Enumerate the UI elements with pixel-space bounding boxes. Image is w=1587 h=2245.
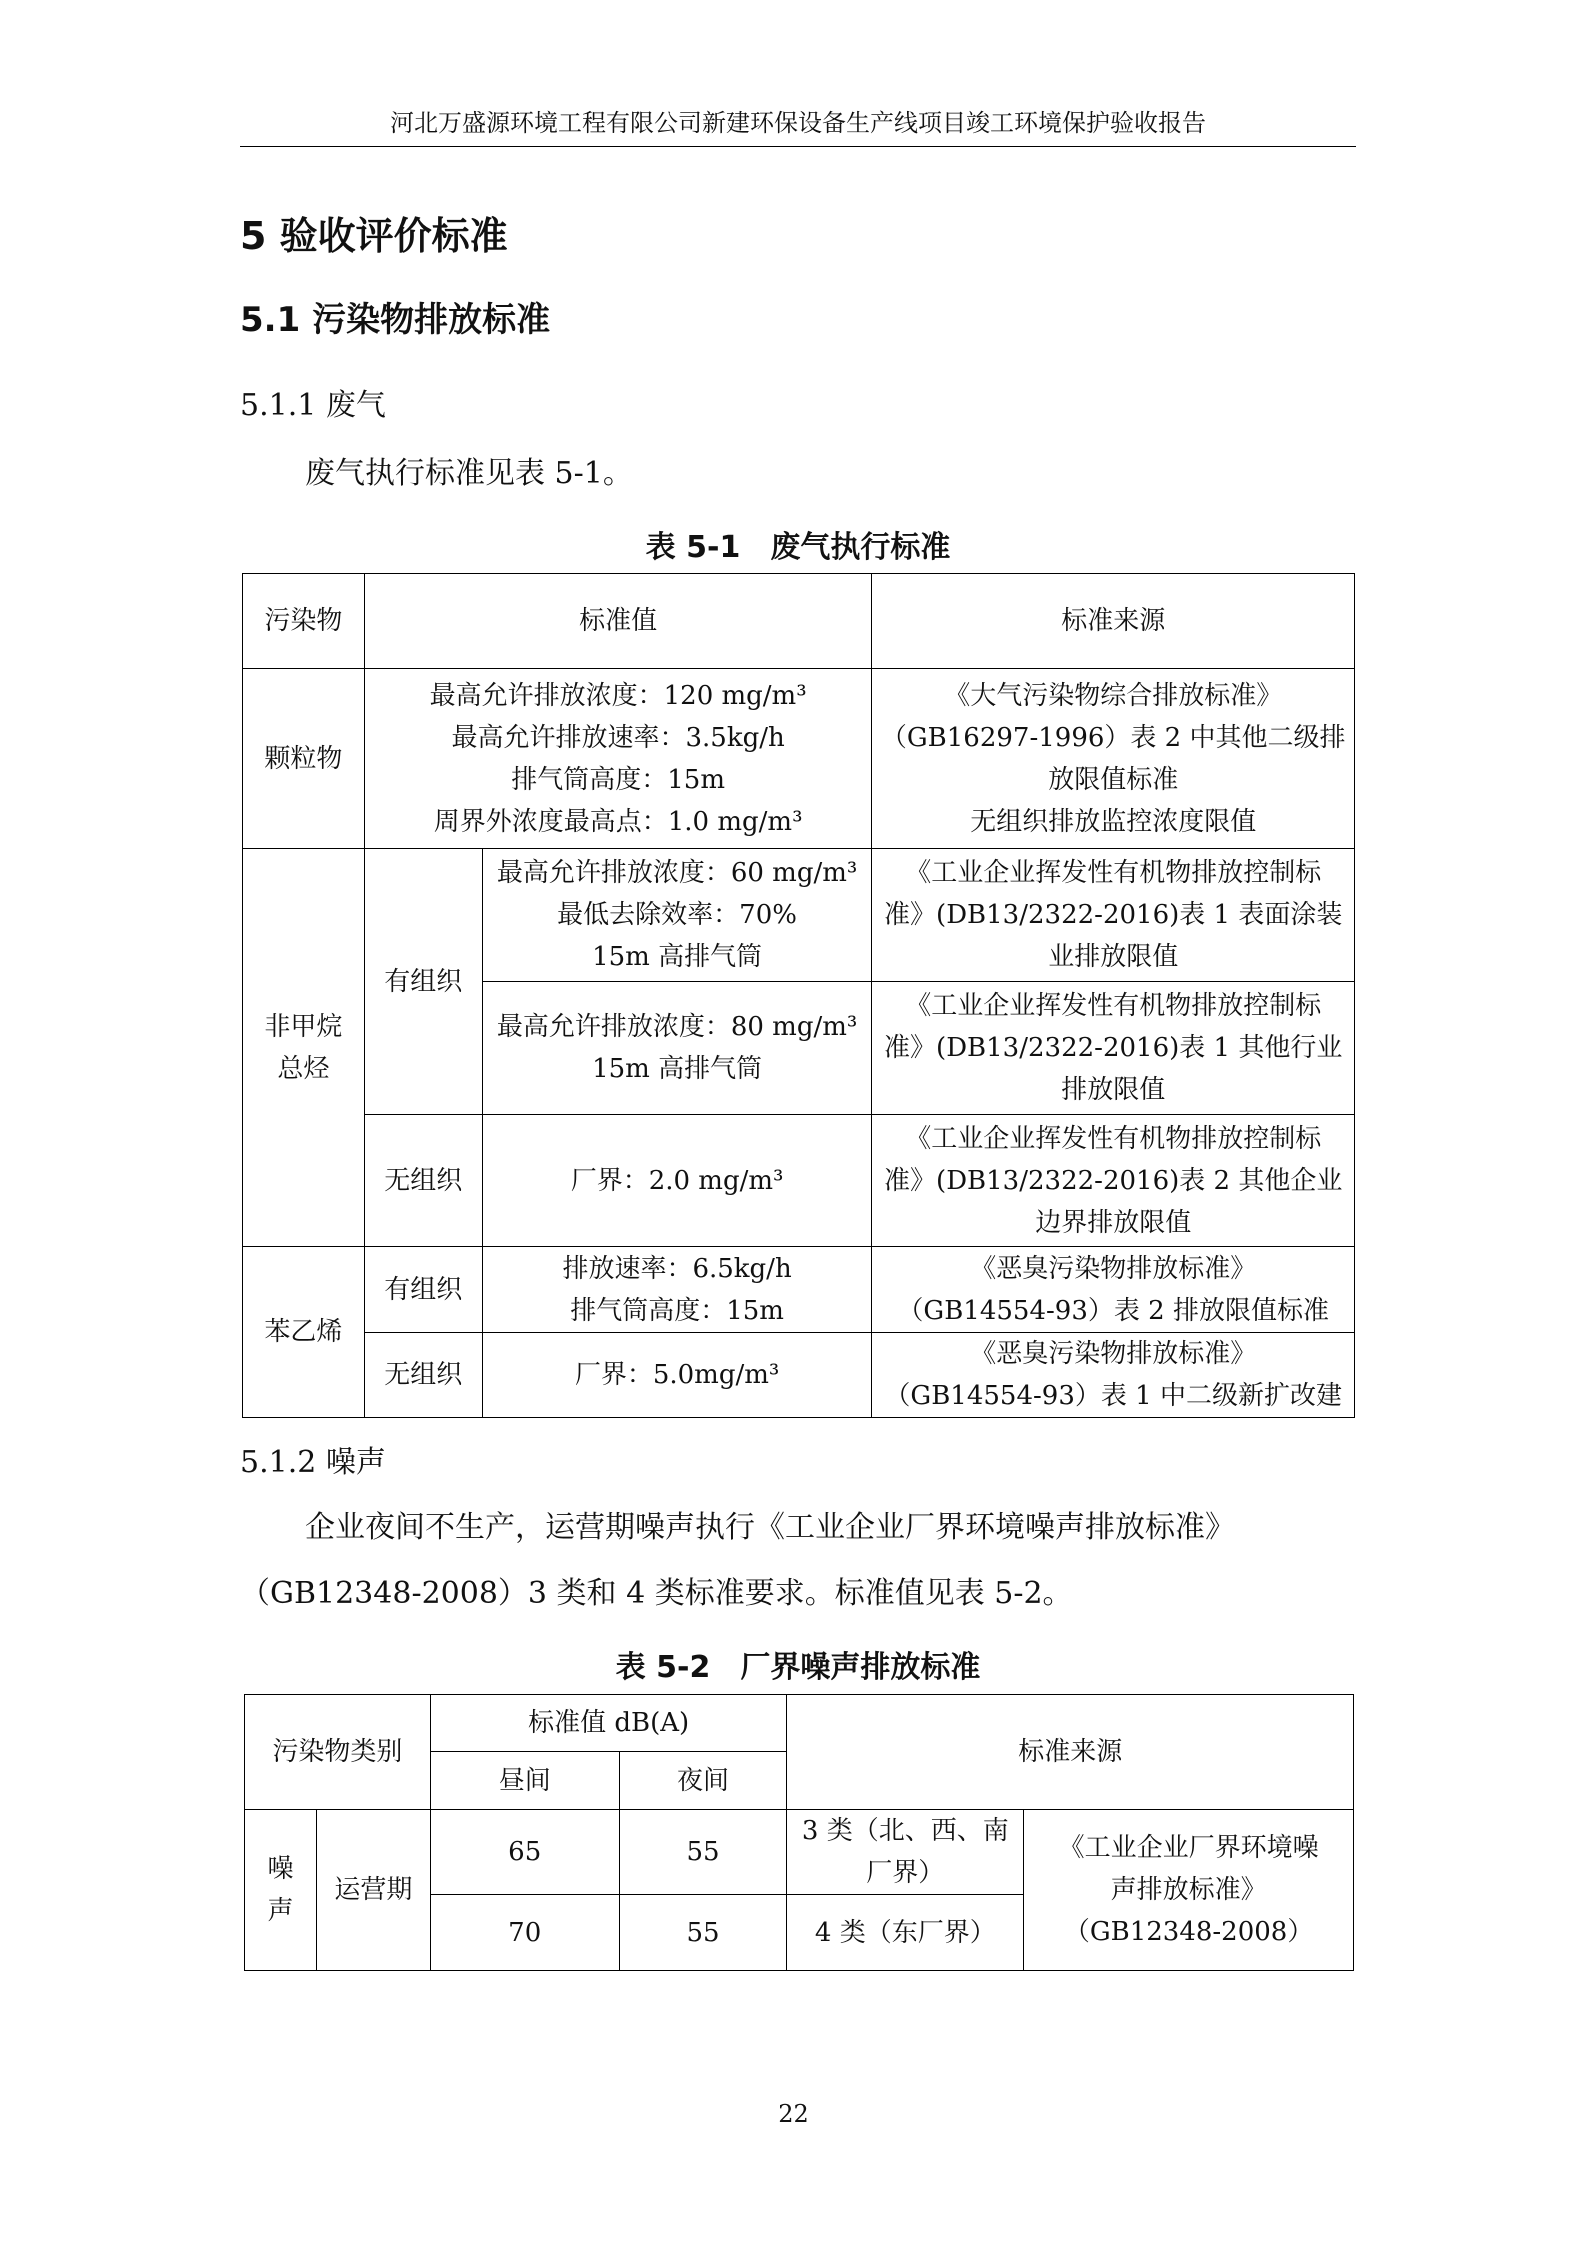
header-standard-source: 标准来源 [787,1695,1354,1810]
source-line: 声排放标准》 [1110,1875,1267,1905]
standard-value-cell: 厂界：2.0 mg/m³ [482,1115,872,1247]
source-line: 排放限值 [1061,1075,1166,1105]
value-line: 15m 高排气筒 [592,942,763,972]
emission-type-organized: 有组织 [364,1247,482,1333]
emission-type-organized: 有组织 [364,849,482,1115]
source-line: 《工业企业挥发性有机物排放控制标 [905,1123,1322,1154]
emission-type-unorganized: 无组织 [364,1333,482,1418]
standard-value-cell [482,1247,872,1333]
heading-noise: 5.1.2 噪声 [240,1445,386,1480]
standard-value-cell [482,982,872,1115]
value-line: 排气筒高度：15m [570,1295,784,1326]
night-value: 55 [619,1895,787,1971]
value-line: 周界外浓度最高点：1.0 mg/m³ [433,806,803,837]
table-row [243,1115,1355,1247]
section-title: 5 验收评价标准 [240,214,508,258]
value-line: 排气筒高度：15m [511,764,725,795]
pollutant-particulate: 颗粒物 [243,669,365,849]
zone-class [787,1810,1024,1895]
header-daytime: 昼间 [430,1752,619,1810]
value-line: 最高允许排放速率：3.5kg/h [451,722,785,753]
source-line: 放限值标准 [1048,764,1179,795]
value-line: 15m 高排气筒 [592,1054,763,1084]
value-line: 最高允许排放浓度：120 mg/m³ [429,680,807,711]
source-line: 《大气污染物综合排放标准》 [944,680,1283,711]
standard-source-cell [1024,1810,1354,1971]
day-value: 70 [430,1895,619,1971]
table-row [243,1247,1355,1333]
table1-caption: 表 5-1 废气执行标准 [645,530,951,565]
source-line: （GB14554-93）表 1 中二级新扩改建 [884,1381,1342,1411]
source-line: 无组织排放监控浓度限值 [970,806,1257,837]
source-line: 业排放限值 [1048,942,1179,972]
header-standard-value: 标准值 [364,574,872,669]
standard-source-cell [872,849,1355,982]
standard-source-cell [872,982,1355,1115]
standard-value-cell: 厂界：5.0mg/m³ [482,1333,872,1418]
category-line: 声 [267,1896,294,1926]
noise-table [244,1694,1354,1971]
waste-gas-table [242,573,1355,1418]
table-row [245,1810,1354,1895]
table-row [243,1333,1355,1418]
source-line: 准》(DB13/2322-2016)表 1 其他行业 [884,1033,1343,1063]
class-line: 厂界） [866,1858,945,1888]
class-line: 3 类（北、西、南 [801,1816,1009,1846]
header-pollutant: 污染物 [243,574,365,669]
table-row [243,669,1355,849]
zone-class: 4 类（东厂界） [787,1895,1024,1971]
pollutant-line: 非甲烷 [264,1011,343,1042]
emission-type-unorganized: 无组织 [364,1115,482,1247]
standard-source-cell [872,669,1355,849]
standard-source-cell [872,1247,1355,1333]
value-line: 最高允许排放浓度：80 mg/m³ [496,1012,858,1042]
heading-waste-gas: 5.1.1 废气 [240,388,386,423]
operation-period: 运营期 [316,1810,430,1971]
header-nighttime: 夜间 [619,1752,787,1810]
category-line: 噪 [267,1854,294,1884]
header-standard-value: 标准值 dB(A) [430,1695,787,1752]
header-pollutant-category: 污染物类别 [245,1695,431,1810]
header-standard-source: 标准来源 [872,574,1355,669]
pollutant-line: 总烃 [277,1053,330,1084]
value-line: 排放速率：6.5kg/h [562,1253,792,1284]
subsection-title: 5.1 污染物排放标准 [240,300,551,340]
pollutant-styrene: 苯乙烯 [243,1247,365,1418]
page-header: 河北万盛源环境工程有限公司新建环保设备生产线项目竣工环境保护验收报告 [240,106,1356,147]
standard-source-cell [872,1333,1355,1418]
source-line: （GB12348-2008） [1063,1917,1314,1947]
source-line: 《工业企业挥发性有机物排放控制标 [905,858,1322,888]
value-line: 最高允许排放浓度：60 mg/m³ [496,858,858,888]
para-noise-line1: 企业夜间不生产，运营期噪声执行《工业企业厂界环境噪声排放标准》 [305,1510,1235,1545]
source-line: 准》(DB13/2322-2016)表 1 表面涂装 [884,900,1343,930]
source-line: （GB14554-93）表 2 排放限值标准 [897,1295,1329,1326]
value-line: 最低去除效率：70% [557,900,797,930]
para-noise-line2: （GB12348-2008）3 类和 4 类标准要求。标准值见表 5-2。 [240,1576,1073,1611]
source-line: 《工业企业厂界环境噪 [1058,1833,1319,1863]
night-value: 55 [619,1810,787,1895]
table-row [243,849,1355,982]
source-line: 《工业企业挥发性有机物排放控制标 [905,991,1322,1021]
table2-caption: 表 5-2 厂界噪声排放标准 [615,1650,981,1685]
category-noise [245,1810,317,1971]
standard-value-cell [482,849,872,982]
source-line: （GB16297-1996）表 2 中其他二级排 [880,722,1346,753]
standard-source-cell [872,1115,1355,1247]
para-waste-gas: 废气执行标准见表 5-1。 [305,456,633,491]
source-line: 《恶臭污染物排放标准》 [970,1339,1257,1369]
source-line: 《恶臭污染物排放标准》 [970,1253,1257,1284]
source-line: 准》(DB13/2322-2016)表 2 其他企业 [884,1165,1343,1196]
day-value: 65 [430,1810,619,1895]
standard-value-cell [364,669,872,849]
source-line: 边界排放限值 [1035,1207,1192,1238]
pollutant-nmhc [243,849,365,1247]
page-number: 22 [778,2100,809,2128]
